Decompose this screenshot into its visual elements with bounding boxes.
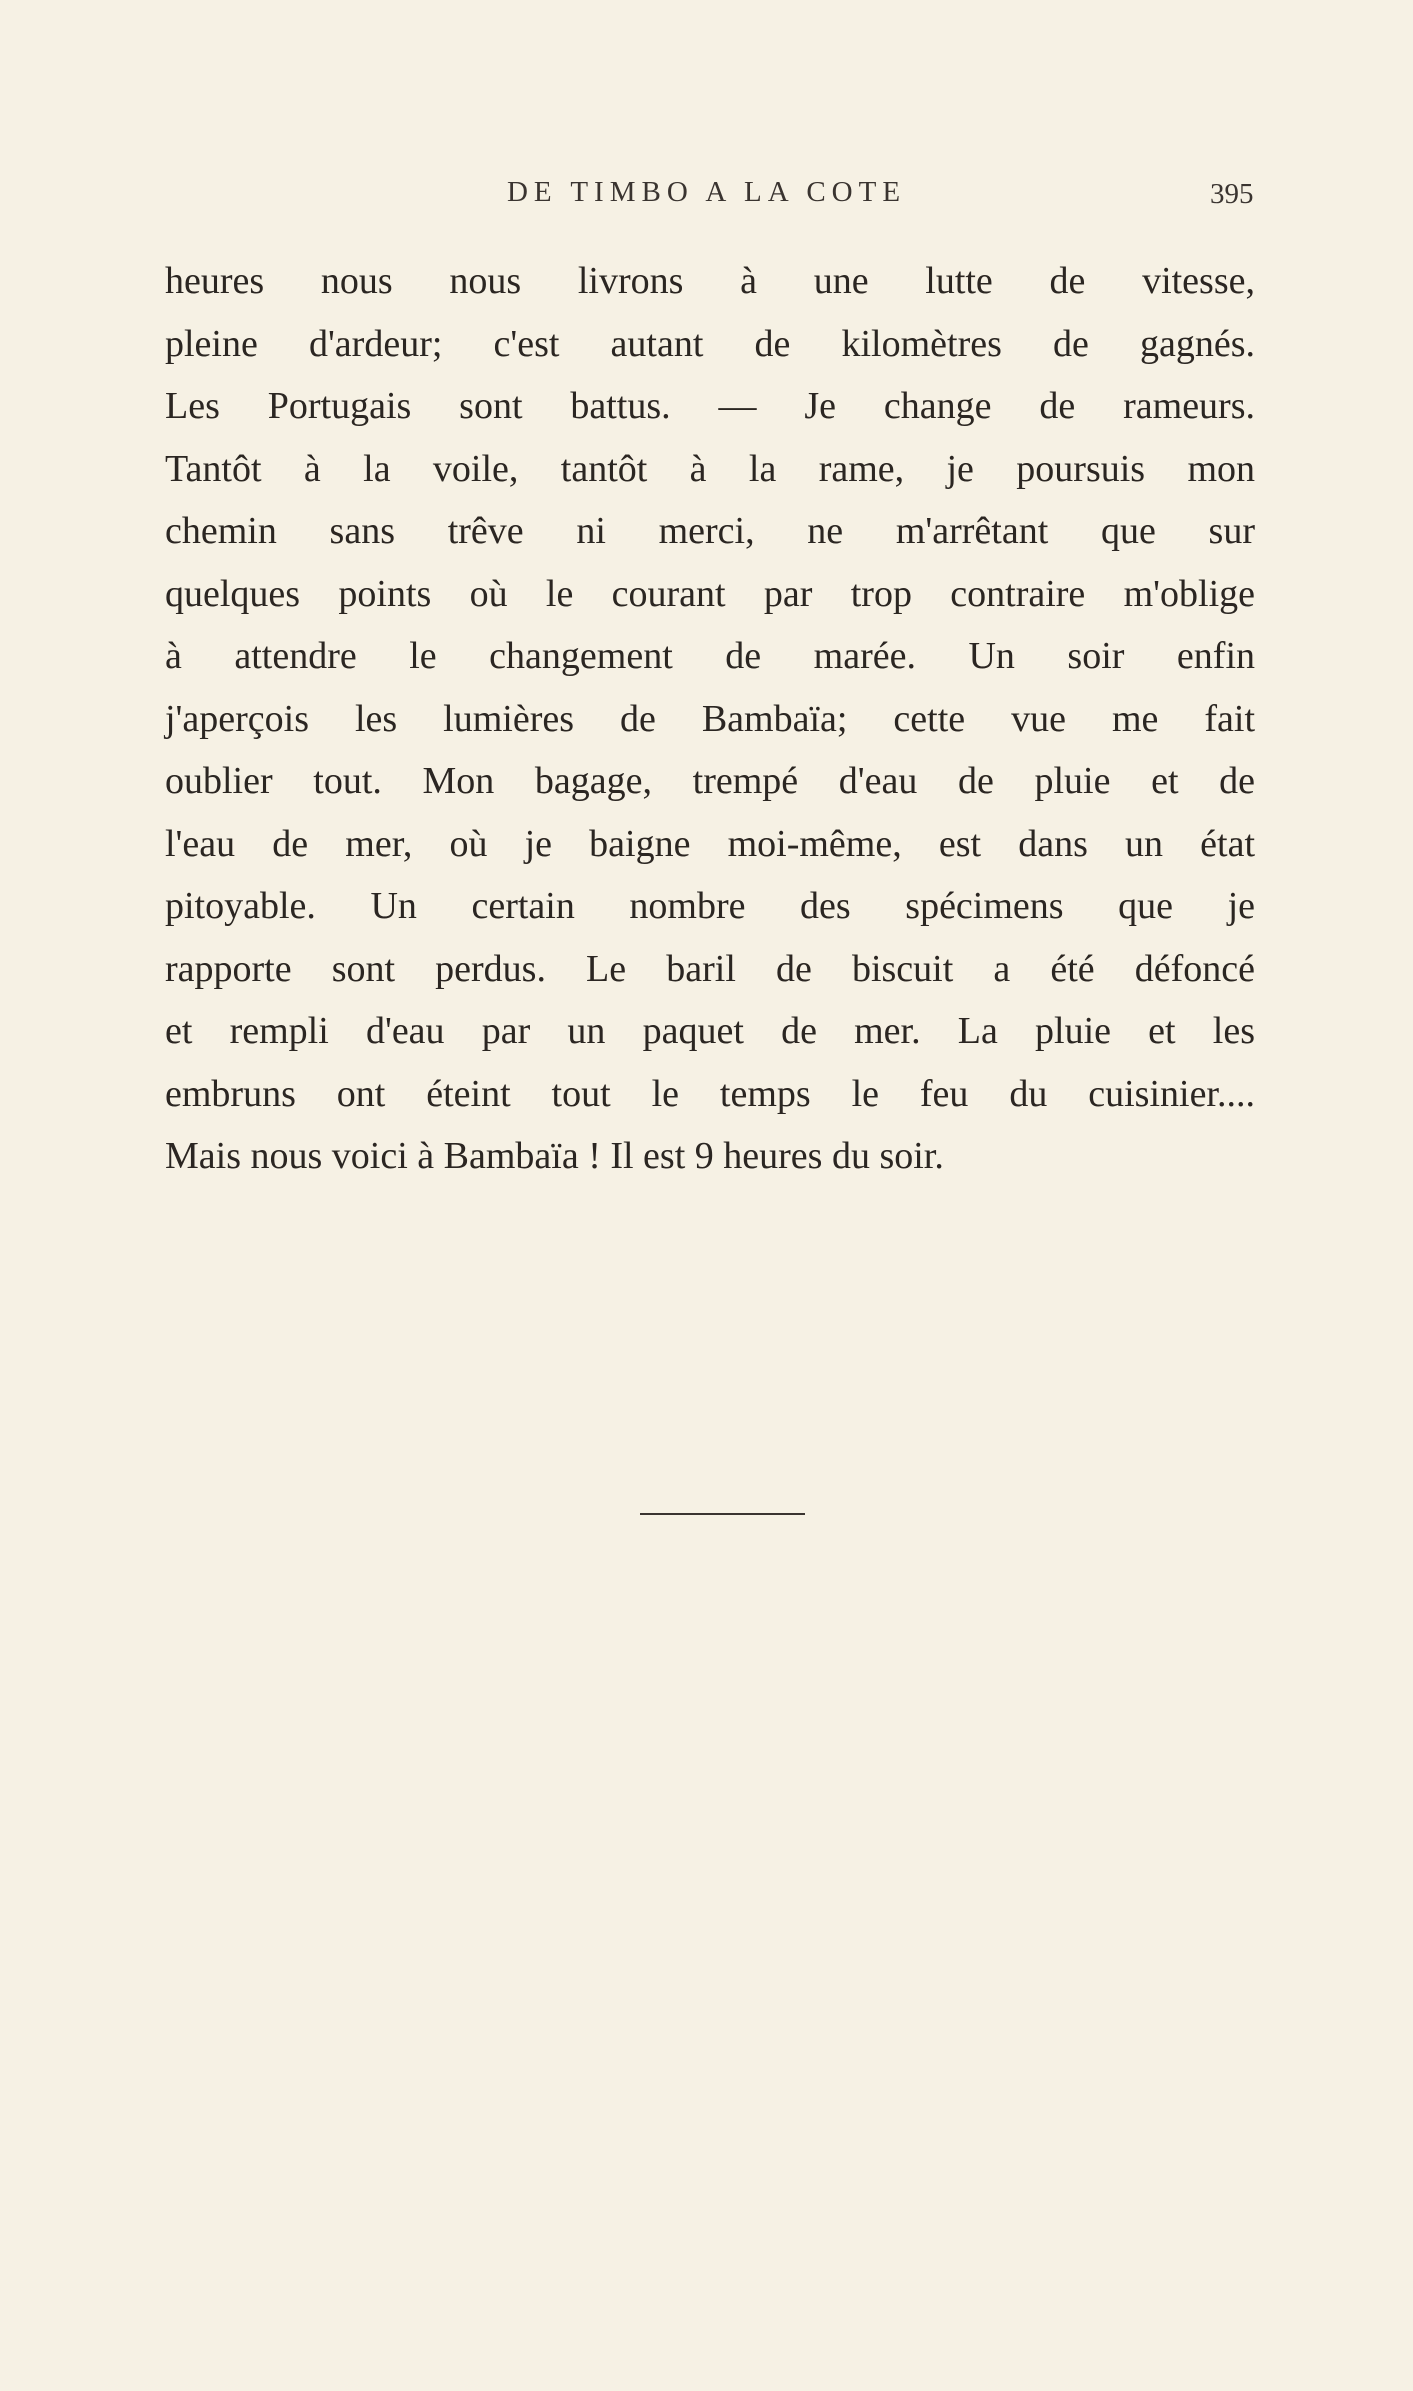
text-line: pleine d'ardeur; c'est autant de kilomètres de gagnés. [165, 322, 1255, 365]
body-text [165, 250, 1255, 1188]
text-line: oublier tout. Mon bagage, trempé d'eau de pluie et de [165, 760, 1255, 802]
text-line: chemin sans trêve ni merci, ne m'arrêtant que sur [165, 510, 1255, 552]
text-line: Les Portugais sont battus. — Je change de rameurs. [165, 385, 1255, 427]
text-line: et rempli d'eau par un paquet de mer. La pluie et les [165, 1010, 1255, 1052]
text-line: heures nous nous livrons à une lutte de vitesse, [165, 260, 1255, 302]
text-line: rapporte sont perdus. Le baril de biscuit a été défoncé [165, 947, 1255, 990]
text-line: quelques points où le courant par trop contraire m'oblige [165, 572, 1255, 615]
text-line: à attendre le changement de marée. Un soir enfin [165, 635, 1255, 677]
page-number: 395 [1210, 178, 1254, 210]
text-line: pitoyable. Un certain nombre des spécimens que je [165, 885, 1255, 927]
text-line: embruns ont éteint tout le temps le feu du cuisinier.... [165, 1072, 1255, 1115]
text-line: l'eau de mer, où je baigne moi-même, est dans un état [165, 822, 1255, 865]
text-line-last: Mais nous voici à Bambaïa ! Il est 9 heures du soir. [165, 1135, 944, 1177]
text-line: Tantôt à la voile, tantôt à la rame, je poursuis mon [165, 447, 1255, 490]
chapter-end-rule [640, 1513, 805, 1515]
text-line: j'aperçois les lumières de Bambaïa; cette vue me fait [165, 697, 1255, 740]
running-title: DE TIMBO A LA COTE [506, 176, 907, 208]
